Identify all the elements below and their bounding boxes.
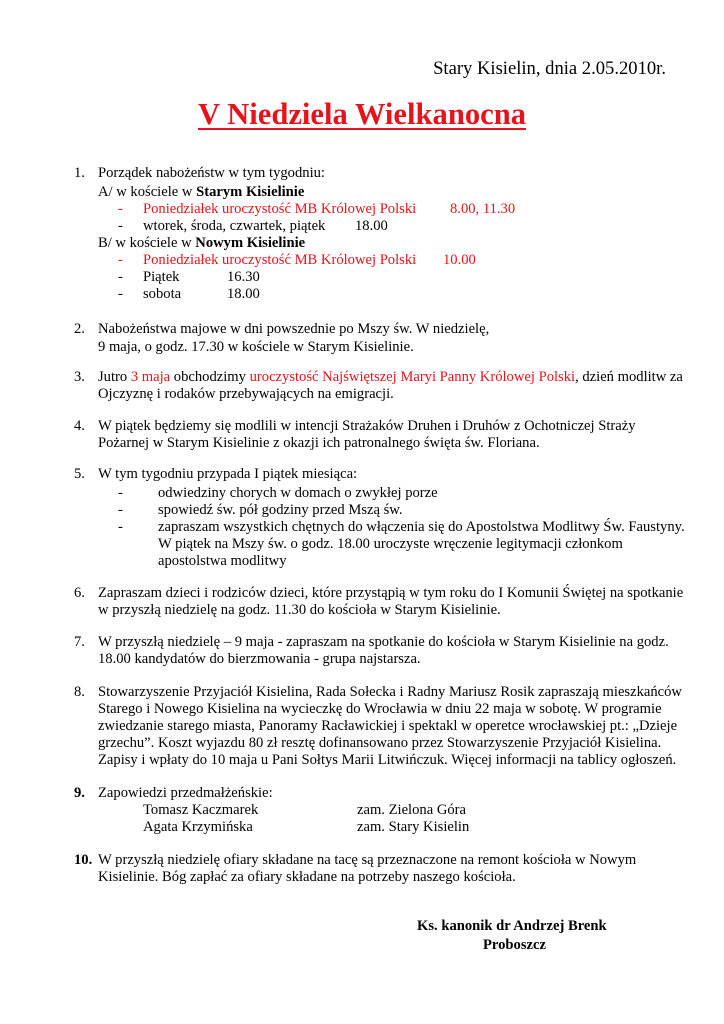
schedule-label: sobota xyxy=(143,286,182,302)
couple-address: zam. Zielona Góra xyxy=(357,802,466,818)
signature-name: Ks. kanonik dr Andrzej Brenk xyxy=(417,918,607,934)
item-text: W przyszłą niedzielę – 9 maja - zapraszam na spotkanie do kościoła w Starym Kisielinie na godz. xyxy=(98,634,669,650)
item-text: 18.00 kandydatów do bierzmowania - grupa najstarsza. xyxy=(98,651,421,667)
item-text: W przyszłą niedzielę ofiary składane na tacę są przeznaczone na remont kościoła w Nowym xyxy=(98,852,637,868)
item-text: Zapowiedzi przedmałżeńskie: xyxy=(98,785,273,801)
bullet-dash: - xyxy=(118,519,123,535)
highlight-feast: uroczystość Najświętszej Maryi Panny Królowej Polski xyxy=(249,369,576,385)
highlight-date: 3 maja xyxy=(130,369,171,385)
church-b-place: Nowym Kisielinie xyxy=(195,235,306,251)
item-number: 6. xyxy=(74,585,85,601)
bullet-dash: - xyxy=(118,252,123,268)
item-text: Starego i Nowego Kisielina na wycieczkę do Wrocławia w dniu 22 maja w sobotę. W programie xyxy=(98,701,662,717)
item-text: Zapisy i wpłaty do 10 maja u Pani Sołtys Marii Litwińczuk. Więcej informacji na tablicy ogłoszeń. xyxy=(98,752,677,768)
schedule-label: wtorek, środa, czwartek, piątek xyxy=(143,218,326,234)
item-number: 10. xyxy=(74,852,93,868)
item-number: 9. xyxy=(74,785,85,801)
schedule-time: 16.30 xyxy=(227,269,260,285)
church-a-line: A/ w kościele w Starym Kisielinie xyxy=(98,184,305,200)
bullet-dash: - xyxy=(118,201,123,217)
item-text: Stowarzyszenie Przyjaciół Kisielina, Rada Sołecka i Radny Mariusz Rosik zapraszają mieszkańców xyxy=(98,684,682,700)
bullet-text: W piątek na Mszy św. o godz. 18.00 uroczyste wręczenie legitymacji członkom xyxy=(158,536,623,552)
item-text: Jutro 3 maja obchodzimy uroczystość Najświętszej Maryi Panny Królowej Polski, dzień modlitw za xyxy=(98,369,683,385)
item-number: 5. xyxy=(74,466,85,482)
date-line: Stary Kisielin, dnia 2.05.2010r. xyxy=(433,58,666,79)
schedule-time: 18.00 xyxy=(227,286,260,302)
schedule-label: Poniedziałek uroczystość MB Królowej Polski xyxy=(143,201,417,217)
item-text: Pożarnej w Starym Kisielinie z okazji ich patronalnego święta św. Floriana. xyxy=(98,435,540,451)
item-number: 1. xyxy=(74,165,85,181)
schedule-time: 10.00 xyxy=(443,252,476,268)
bullet-dash: - xyxy=(118,286,123,302)
item-text: zwiedzanie starego miasta, Panoramy Racławickiej i spektakl w operetce wrocławskiej pt.: „Dzieje xyxy=(98,718,678,734)
item-number: 7. xyxy=(74,634,85,650)
item-number: 4. xyxy=(74,418,85,434)
schedule-time: 18.00 xyxy=(355,218,388,234)
bullet-text: zapraszam wszystkich chętnych do włączenia się do Apostolstwa Modlitwy Św. Faustyny. xyxy=(158,519,685,535)
couple-address: zam. Stary Kisielin xyxy=(357,819,470,835)
bullet-text: odwiedziny chorych w domach o zwykłej porze xyxy=(158,485,438,501)
item-number: 3. xyxy=(74,369,85,385)
schedule-label: Piątek xyxy=(143,269,180,285)
item-text: Ojczyznę i rodaków przebywających na emigracji. xyxy=(98,386,394,402)
church-b-line: B/ w kościele w Nowym Kisielinie xyxy=(98,235,306,251)
couple-name: Agata Krzymińska xyxy=(143,819,253,835)
signature-role: Proboszcz xyxy=(483,937,546,953)
page-title: V Niedziela Wielkanocna xyxy=(197,97,527,131)
item-number: 8. xyxy=(74,684,85,700)
item-text: Porządek nabożeństw w tym tygodniu: xyxy=(98,165,325,181)
bullet-dash: - xyxy=(118,218,123,234)
schedule-label: Poniedziałek uroczystość MB Królowej Polski xyxy=(143,252,417,268)
church-a-place: Starym Kisielinie xyxy=(196,184,305,200)
bullet-dash: - xyxy=(118,485,123,501)
item-text: W piątek będziemy się modlili w intencji Strażaków Druhen i Druhów z Ochotniczej Straży xyxy=(98,418,636,434)
item-text: 9 maja, o godz. 17.30 w kościele w Starym Kisielinie. xyxy=(98,339,414,355)
bullet-dash: - xyxy=(118,269,123,285)
item-text: grzechu”. Koszt wyjazdu 80 zł resztę dofinansowano przez Stowarzyszenie Przyjaciół Kisielina. xyxy=(98,735,662,751)
item-number: 2. xyxy=(74,321,85,337)
bullet-dash: - xyxy=(118,502,123,518)
item-text: W tym tygodniu przypada I piątek miesiąca: xyxy=(98,466,358,482)
bullet-text: apostolstwa modlitwy xyxy=(158,553,287,569)
item-text: Kisielinie. Bóg zapłać za ofiary składane na potrzeby naszego kościoła. xyxy=(98,869,516,885)
item-text: Nabożeństwa majowe w dni powszednie po Mszy św. W niedzielę, xyxy=(98,321,490,337)
bullet-text: spowiedź św. pół godziny przed Mszą św. xyxy=(158,502,403,518)
couple-name: Tomasz Kaczmarek xyxy=(143,802,259,818)
item-text: w przyszłą niedzielę na godz. 11.30 do kościoła w Starym Kisielinie. xyxy=(98,602,501,618)
schedule-time: 8.00, 11.30 xyxy=(450,201,516,217)
item-text: Zapraszam dzieci i rodziców dzieci, które przystąpią w tym roku do I Komunii Świętej na spotkanie xyxy=(98,585,684,601)
